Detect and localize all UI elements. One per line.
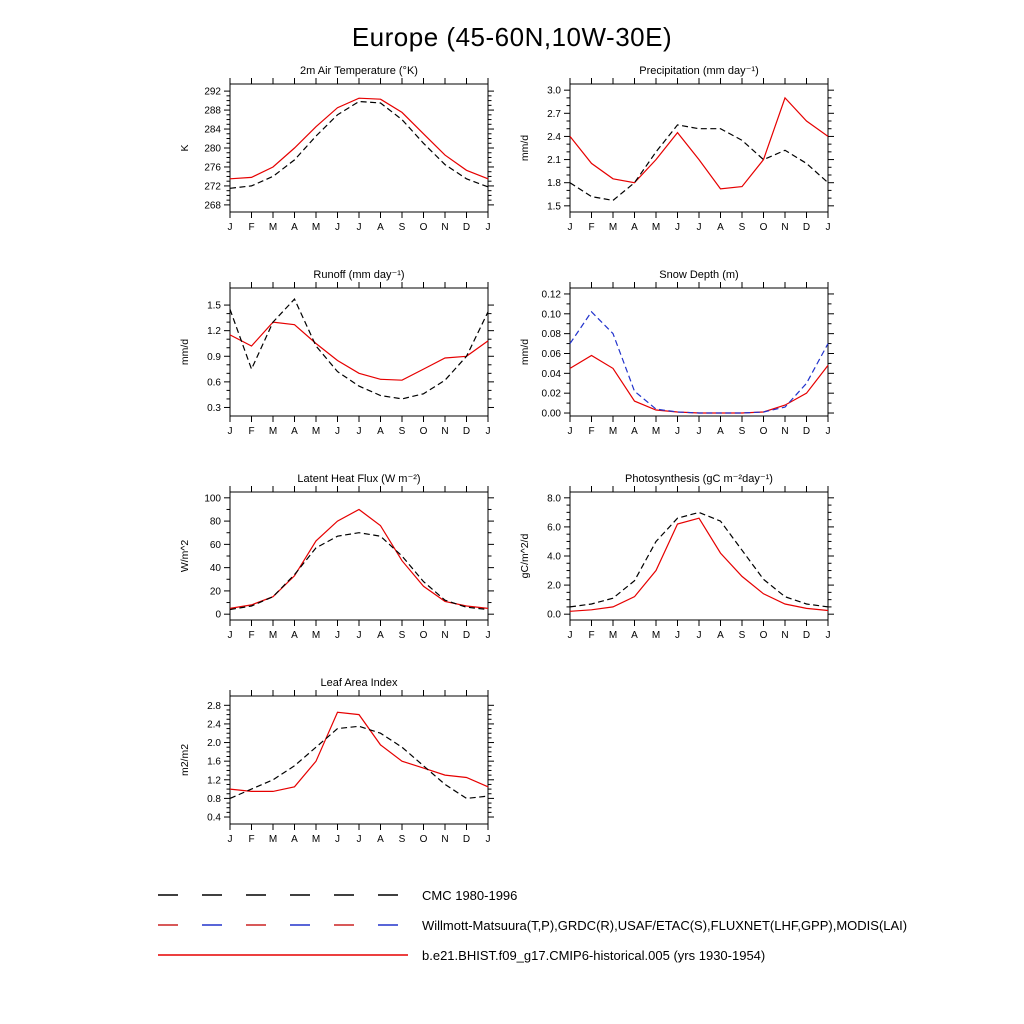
y-tick-label: 4.0 xyxy=(547,551,561,563)
x-tick-label: O xyxy=(759,630,768,641)
series-line xyxy=(230,726,488,798)
y-tick-label: 2.4 xyxy=(547,131,561,143)
x-tick-label: A xyxy=(631,630,638,641)
y-tick-label: 0.3 xyxy=(207,402,221,414)
chart-ylabel: W/m^2 xyxy=(179,539,191,573)
x-tick-label: A xyxy=(377,426,384,437)
y-tick-label: 8.0 xyxy=(547,493,561,505)
x-tick-label: M xyxy=(268,630,278,641)
plot-frame xyxy=(570,288,828,416)
page-title: Europe (45-60N,10W-30E) xyxy=(351,22,673,52)
series-line xyxy=(230,299,488,399)
x-tick-label: J xyxy=(567,222,573,233)
chart-title: Leaf Area Index xyxy=(320,677,398,689)
x-tick-label: O xyxy=(759,222,768,233)
chart-title: Snow Depth (m) xyxy=(659,269,739,281)
x-tick-label: O xyxy=(419,222,428,233)
series-line xyxy=(230,102,488,189)
x-tick-label: D xyxy=(462,834,471,845)
y-tick-label: 1.2 xyxy=(207,326,221,338)
x-tick-label: J xyxy=(696,222,702,233)
y-tick-label: 276 xyxy=(204,162,221,174)
y-tick-label: 1.6 xyxy=(207,756,221,768)
x-tick-label: J xyxy=(696,630,702,641)
x-tick-label: A xyxy=(291,222,298,233)
y-tick-label: 0.08 xyxy=(541,329,561,341)
x-tick-label: M xyxy=(651,426,661,437)
x-tick-label: M xyxy=(608,222,618,233)
legend-row-obs xyxy=(158,910,907,940)
x-tick-label: J xyxy=(485,630,491,641)
chart-ylabel: m2/m2 xyxy=(179,743,191,777)
series-line xyxy=(230,712,488,791)
y-tick-label: 1.5 xyxy=(547,201,561,213)
series-line xyxy=(230,533,488,610)
chart-ylabel: mm/d xyxy=(519,134,531,162)
chart-title: Latent Heat Flux (W m⁻²) xyxy=(297,473,421,485)
series-line xyxy=(230,510,488,609)
x-tick-label: J xyxy=(335,630,340,641)
x-tick-label: O xyxy=(419,834,428,845)
y-tick-label: 268 xyxy=(204,200,221,212)
y-tick-label: 0.8 xyxy=(207,793,221,805)
x-tick-label: J xyxy=(335,834,340,845)
x-tick-label: A xyxy=(377,222,384,233)
x-tick-label: J xyxy=(485,426,491,437)
chart-ylabel: mm/d xyxy=(179,338,191,366)
x-tick-label: J xyxy=(335,426,340,437)
plot-frame xyxy=(230,288,488,416)
y-tick-label: 0.9 xyxy=(207,351,221,363)
y-tick-label: 0.00 xyxy=(541,408,561,420)
x-tick-label: S xyxy=(738,630,746,641)
chart-ylabel: K xyxy=(179,144,191,152)
series-line xyxy=(570,512,828,607)
x-tick-label: M xyxy=(311,630,321,641)
x-tick-label: O xyxy=(419,630,428,641)
x-tick-label: M xyxy=(311,834,321,845)
y-tick-label: 0.6 xyxy=(207,377,221,389)
charts-grid xyxy=(166,58,846,874)
precipitation-chart xyxy=(506,58,846,262)
x-tick-label: D xyxy=(802,426,811,437)
x-tick-label: M xyxy=(311,426,321,437)
y-tick-label: 80 xyxy=(209,516,221,528)
y-tick-label: 2.4 xyxy=(207,719,221,731)
y-tick-label: 60 xyxy=(209,539,221,551)
legend-line-sample-solid-red xyxy=(158,950,408,960)
x-tick-label: J xyxy=(356,834,362,845)
air-temperature-chart xyxy=(166,58,506,262)
x-tick-label: N xyxy=(781,426,789,437)
legend-line-sample-dashed-obs xyxy=(158,920,408,930)
legend-row-cmc xyxy=(158,880,907,910)
y-tick-label: 0 xyxy=(215,609,221,621)
x-tick-label: A xyxy=(291,834,298,845)
photosynthesis-chart xyxy=(506,466,846,670)
x-tick-label: M xyxy=(268,834,278,845)
legend-row-model xyxy=(158,940,907,970)
y-tick-label: 280 xyxy=(204,143,221,155)
y-tick-label: 0.04 xyxy=(541,368,561,380)
chart-panel-precipitation xyxy=(506,58,846,262)
x-tick-label: J xyxy=(825,630,831,641)
x-tick-label: D xyxy=(462,630,471,641)
legend-label-cmc: CMC 1980-1996 xyxy=(422,887,518,903)
plot-frame xyxy=(570,492,828,620)
x-tick-label: N xyxy=(441,834,449,845)
y-tick-label: 2.1 xyxy=(547,155,561,167)
latent-heat-flux-chart xyxy=(166,466,506,670)
chart-panel-snow-depth xyxy=(506,262,846,466)
x-tick-label: J xyxy=(485,834,491,845)
x-tick-label: N xyxy=(441,222,449,233)
x-tick-label: J xyxy=(675,222,680,233)
x-tick-label: D xyxy=(802,222,811,233)
y-tick-label: 0.02 xyxy=(541,388,561,400)
x-tick-label: F xyxy=(248,630,255,641)
x-tick-label: A xyxy=(631,426,638,437)
series-line xyxy=(230,98,488,179)
x-tick-label: M xyxy=(651,222,661,233)
x-tick-label: M xyxy=(608,630,618,641)
x-tick-label: M xyxy=(268,222,278,233)
x-tick-label: F xyxy=(588,630,595,641)
legend-label-model: b.e21.BHIST.f09_g17.CMIP6-historical.005 (yrs 1930-1954) xyxy=(422,947,766,963)
x-tick-label: F xyxy=(248,426,255,437)
snow-depth-chart xyxy=(506,262,846,466)
y-tick-label: 100 xyxy=(204,493,221,505)
y-tick-label: 1.5 xyxy=(207,300,221,312)
leaf-area-index-chart xyxy=(166,670,506,874)
chart-panel-photosynthesis xyxy=(506,466,846,670)
x-tick-label: S xyxy=(738,222,746,233)
x-tick-label: J xyxy=(227,426,233,437)
y-tick-label: 0.0 xyxy=(547,609,561,621)
x-tick-label: J xyxy=(485,222,491,233)
x-tick-label: J xyxy=(356,222,362,233)
chart-panel-leaf-area-index xyxy=(166,670,506,874)
chart-title: Photosynthesis (gC m⁻²day⁻¹) xyxy=(625,473,773,485)
series-line xyxy=(570,312,828,413)
y-tick-label: 0.4 xyxy=(207,812,221,824)
x-tick-label: M xyxy=(608,426,618,437)
y-tick-label: 288 xyxy=(204,105,221,117)
y-tick-label: 272 xyxy=(204,181,221,193)
y-tick-label: 40 xyxy=(209,563,221,575)
x-tick-label: S xyxy=(398,222,406,233)
x-tick-label: D xyxy=(802,630,811,641)
legend xyxy=(158,880,907,970)
chart-ylabel: mm/d xyxy=(519,338,531,366)
y-tick-label: 0.10 xyxy=(541,309,561,321)
x-tick-label: J xyxy=(227,630,233,641)
runoff-chart xyxy=(166,262,506,466)
y-tick-label: 3.0 xyxy=(547,85,561,97)
y-tick-label: 6.0 xyxy=(547,522,561,534)
x-tick-label: J xyxy=(227,222,233,233)
x-tick-label: J xyxy=(825,426,831,437)
y-tick-label: 2.8 xyxy=(207,700,221,712)
x-tick-label: J xyxy=(356,630,362,641)
x-tick-label: A xyxy=(717,222,724,233)
x-tick-label: A xyxy=(377,630,384,641)
x-tick-label: D xyxy=(462,426,471,437)
y-tick-label: 1.2 xyxy=(207,775,221,787)
x-tick-label: J xyxy=(227,834,233,845)
x-tick-label: F xyxy=(248,222,255,233)
series-line xyxy=(570,518,828,611)
series-line xyxy=(570,98,828,189)
x-tick-label: N xyxy=(781,630,789,641)
x-tick-label: A xyxy=(717,426,724,437)
chart-panel-latent-heat-flux xyxy=(166,466,506,670)
y-tick-label: 2.0 xyxy=(547,580,561,592)
x-tick-label: S xyxy=(738,426,746,437)
x-tick-label: D xyxy=(462,222,471,233)
x-tick-label: A xyxy=(717,630,724,641)
x-tick-label: J xyxy=(335,222,340,233)
y-tick-label: 284 xyxy=(204,124,221,136)
chart-title: Runoff (mm day⁻¹) xyxy=(313,269,405,281)
x-tick-label: J xyxy=(356,426,362,437)
y-tick-label: 1.8 xyxy=(547,178,561,190)
series-line xyxy=(570,356,828,414)
x-tick-label: S xyxy=(398,630,406,641)
x-tick-label: J xyxy=(567,630,573,641)
plot-frame xyxy=(230,84,488,212)
y-tick-label: 292 xyxy=(204,86,221,98)
x-tick-label: A xyxy=(291,630,298,641)
x-tick-label: F xyxy=(248,834,255,845)
x-tick-label: S xyxy=(398,834,406,845)
legend-label-obs: Willmott-Matsuura(T,P),GRDC(R),USAF/ETAC(S),FLUXNET(LHF,GPP),MODIS(LAI) xyxy=(422,917,908,933)
x-tick-label: J xyxy=(567,426,573,437)
chart-title: Precipitation (mm day⁻¹) xyxy=(639,65,759,77)
x-tick-label: N xyxy=(781,222,789,233)
y-tick-label: 2.7 xyxy=(547,108,561,120)
x-tick-label: J xyxy=(696,426,702,437)
x-tick-label: A xyxy=(631,222,638,233)
series-line xyxy=(570,125,828,200)
chart-title: 2m Air Temperature (°K) xyxy=(300,65,418,77)
x-tick-label: S xyxy=(398,426,406,437)
chart-panel-air-temperature xyxy=(166,58,506,262)
x-tick-label: N xyxy=(441,426,449,437)
x-tick-label: M xyxy=(651,630,661,641)
x-tick-label: J xyxy=(675,630,680,641)
x-tick-label: J xyxy=(825,222,831,233)
x-tick-label: N xyxy=(441,630,449,641)
y-tick-label: 2.0 xyxy=(207,738,221,750)
x-tick-label: M xyxy=(268,426,278,437)
x-tick-label: M xyxy=(311,222,321,233)
chart-panel-runoff xyxy=(166,262,506,466)
y-tick-label: 0.06 xyxy=(541,348,561,360)
plot-frame xyxy=(230,492,488,620)
x-tick-label: O xyxy=(759,426,768,437)
y-tick-label: 20 xyxy=(209,586,221,598)
x-tick-label: J xyxy=(675,426,680,437)
x-tick-label: A xyxy=(377,834,384,845)
x-tick-label: F xyxy=(588,222,595,233)
x-tick-label: A xyxy=(291,426,298,437)
y-tick-label: 0.12 xyxy=(541,289,561,301)
legend-line-sample-dashed-black xyxy=(158,890,408,900)
x-tick-label: O xyxy=(419,426,428,437)
chart-ylabel: gC/m^2/d xyxy=(519,533,531,579)
x-tick-label: F xyxy=(588,426,595,437)
